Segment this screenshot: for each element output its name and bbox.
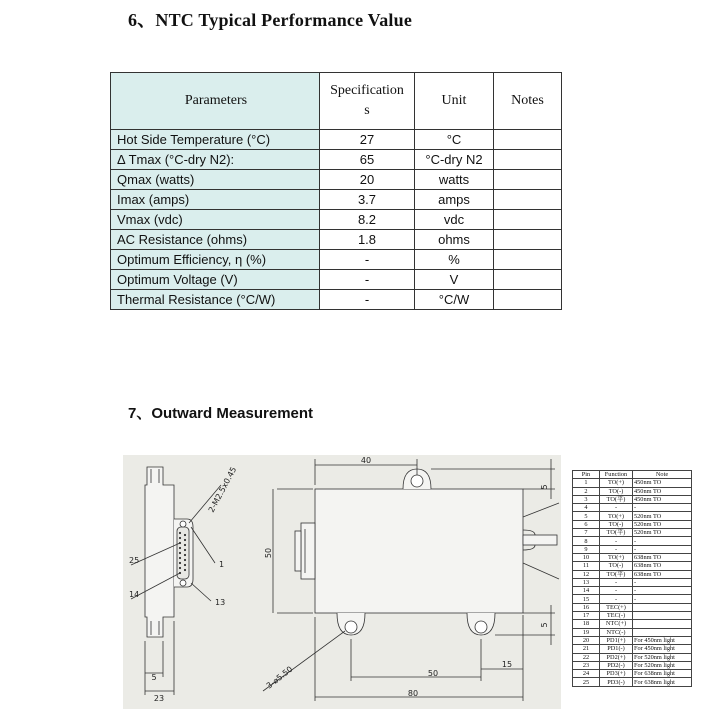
pin-row bbox=[573, 495, 692, 503]
pin-row bbox=[573, 628, 692, 636]
pin-function: PD1(-) bbox=[600, 645, 633, 653]
pin-note: 638nm TO bbox=[633, 553, 692, 561]
pin-row bbox=[573, 612, 692, 620]
pin-function: TEC(+) bbox=[600, 603, 633, 611]
dim-screw-thread: 2-M2.5x0.45 bbox=[206, 465, 239, 514]
pin-row bbox=[573, 504, 692, 512]
pin-number: 14 bbox=[573, 587, 600, 595]
pin-row bbox=[573, 620, 692, 628]
pin-number: 19 bbox=[573, 628, 600, 636]
pin-note: For 520nm light bbox=[633, 653, 692, 661]
pin-note: For 450nm light bbox=[633, 645, 692, 653]
table-row bbox=[111, 170, 562, 190]
pin-row bbox=[573, 479, 692, 487]
notes-cell bbox=[494, 230, 562, 250]
value-cell: - bbox=[320, 250, 415, 270]
param-cell: Thermal Resistance (°C/W) bbox=[111, 290, 320, 310]
pin-note bbox=[633, 603, 692, 611]
pin-note: For 638nm light bbox=[633, 678, 692, 686]
pin-label-1: 1 bbox=[219, 560, 225, 569]
dim-50-holes: 50 bbox=[427, 669, 439, 678]
pin-function: - bbox=[600, 504, 633, 512]
pin-note bbox=[633, 620, 692, 628]
dim-40: 40 bbox=[360, 456, 372, 465]
dim-15: 15 bbox=[501, 660, 513, 669]
pin-number: 1 bbox=[573, 479, 600, 487]
pin-function: TO(平) bbox=[600, 495, 633, 503]
pin-row bbox=[573, 570, 692, 578]
value-cell: 8.2 bbox=[320, 210, 415, 230]
pin-note: 520nm TO bbox=[633, 512, 692, 520]
pin-number: 20 bbox=[573, 636, 600, 644]
function-header: Function bbox=[600, 471, 633, 479]
notes-cell bbox=[494, 170, 562, 190]
param-cell: Vmax (vdc) bbox=[111, 210, 320, 230]
notes-cell bbox=[494, 210, 562, 230]
pin-function: PD3(-) bbox=[600, 678, 633, 686]
param-cell: Qmax (watts) bbox=[111, 170, 320, 190]
pin-note: For 638nm light bbox=[633, 670, 692, 678]
pin-number: 24 bbox=[573, 670, 600, 678]
pin-number: 25 bbox=[573, 678, 600, 686]
pin-number: 16 bbox=[573, 603, 600, 611]
pin-row bbox=[573, 595, 692, 603]
pin-row bbox=[573, 587, 692, 595]
pin-function: PD2(-) bbox=[600, 661, 633, 669]
pin-function: TO(+) bbox=[600, 479, 633, 487]
pin-row bbox=[573, 537, 692, 545]
notes-cell bbox=[494, 290, 562, 310]
performance-table bbox=[110, 72, 562, 310]
dim-50-height: 50 bbox=[264, 547, 273, 559]
outward-measurement-drawing bbox=[123, 455, 561, 709]
pin-row bbox=[573, 670, 692, 678]
notes-cell bbox=[494, 250, 562, 270]
param-cell: Imax (amps) bbox=[111, 190, 320, 210]
pin-note bbox=[633, 612, 692, 620]
pin-row bbox=[573, 645, 692, 653]
pin-row bbox=[573, 512, 692, 520]
value-cell: 1.8 bbox=[320, 230, 415, 250]
unit-cell: °C bbox=[415, 130, 494, 150]
pin-number: 23 bbox=[573, 661, 600, 669]
pin-function: TO(+) bbox=[600, 553, 633, 561]
pin-function: TO(-) bbox=[600, 487, 633, 495]
pin-note: - bbox=[633, 537, 692, 545]
pin-function: TO(平) bbox=[600, 529, 633, 537]
pin-row bbox=[573, 553, 692, 561]
dim-23: 23 bbox=[153, 694, 165, 703]
pin-note: - bbox=[633, 545, 692, 553]
pin-label-14: 14 bbox=[129, 590, 140, 599]
header-parameters: Parameters bbox=[111, 73, 320, 130]
dim-5-top: 5 bbox=[540, 484, 549, 490]
pin-function: - bbox=[600, 595, 633, 603]
pin-number: 7 bbox=[573, 529, 600, 537]
pin-number: 18 bbox=[573, 620, 600, 628]
pin-number: 21 bbox=[573, 645, 600, 653]
pin-number: 2 bbox=[573, 487, 600, 495]
pin-function: PD3(+) bbox=[600, 670, 633, 678]
header-specifications: Specification s bbox=[320, 73, 415, 130]
pin-function: - bbox=[600, 587, 633, 595]
pin-number: 3 bbox=[573, 495, 600, 503]
table-row bbox=[111, 190, 562, 210]
header-unit: Unit bbox=[415, 73, 494, 130]
table-row bbox=[111, 270, 562, 290]
dim-5-side: 5 bbox=[151, 673, 157, 682]
value-cell: 3.7 bbox=[320, 190, 415, 210]
pin-row bbox=[573, 545, 692, 553]
pin-function: TO(-) bbox=[600, 520, 633, 528]
pin-number: 4 bbox=[573, 504, 600, 512]
pin-number: 8 bbox=[573, 537, 600, 545]
note-header: Note bbox=[633, 471, 692, 479]
table-row bbox=[111, 230, 562, 250]
pin-number: 22 bbox=[573, 653, 600, 661]
pin-function: NTC(-) bbox=[600, 628, 633, 636]
unit-cell: amps bbox=[415, 190, 494, 210]
pin-number: 5 bbox=[573, 512, 600, 520]
pin-number: 10 bbox=[573, 553, 600, 561]
value-cell: 27 bbox=[320, 130, 415, 150]
pin-note: - bbox=[633, 587, 692, 595]
value-cell: 20 bbox=[320, 170, 415, 190]
pin-row bbox=[573, 678, 692, 686]
pin-note bbox=[633, 628, 692, 636]
unit-cell: °C/W bbox=[415, 290, 494, 310]
notes-cell bbox=[494, 270, 562, 290]
dim-5-bottom: 5 bbox=[540, 622, 549, 628]
param-cell: Optimum Efficiency, η (%) bbox=[111, 250, 320, 270]
section-title-outward: 7、Outward Measurement bbox=[128, 405, 314, 422]
param-cell: AC Resistance (ohms) bbox=[111, 230, 320, 250]
pin-row bbox=[573, 520, 692, 528]
pin-function: NTC(+) bbox=[600, 620, 633, 628]
table-row bbox=[111, 210, 562, 230]
section-title-ntc: 6、NTC Typical Performance Value bbox=[128, 10, 413, 30]
pin-note: 520nm TO bbox=[633, 529, 692, 537]
notes-cell bbox=[494, 190, 562, 210]
pin-row bbox=[573, 603, 692, 611]
pin-number: 11 bbox=[573, 562, 600, 570]
table-row bbox=[111, 130, 562, 150]
value-cell: 65 bbox=[320, 150, 415, 170]
pin-label-13: 13 bbox=[215, 598, 226, 607]
pin-row bbox=[573, 562, 692, 570]
pin-note: 520nm TO bbox=[633, 520, 692, 528]
pin-function: - bbox=[600, 545, 633, 553]
unit-cell: ohms bbox=[415, 230, 494, 250]
pin-note: 450nm TO bbox=[633, 487, 692, 495]
pin-function: PD2(+) bbox=[600, 653, 633, 661]
pin-function: - bbox=[600, 537, 633, 545]
pin-label-25: 25 bbox=[129, 556, 140, 565]
header-notes: Notes bbox=[494, 73, 562, 130]
notes-cell bbox=[494, 150, 562, 170]
param-cell: Optimum Voltage (V) bbox=[111, 270, 320, 290]
pin-note: 450nm TO bbox=[633, 479, 692, 487]
pin-number: 17 bbox=[573, 612, 600, 620]
unit-cell: vdc bbox=[415, 210, 494, 230]
unit-cell: watts bbox=[415, 170, 494, 190]
table-row bbox=[111, 250, 562, 270]
unit-cell: °C-dry N2 bbox=[415, 150, 494, 170]
pin-note: For 520nm light bbox=[633, 661, 692, 669]
pin-function: PD1(+) bbox=[600, 636, 633, 644]
pin-number: 6 bbox=[573, 520, 600, 528]
pin-table bbox=[572, 470, 692, 687]
pin-row bbox=[573, 578, 692, 586]
pin-function: TO(-) bbox=[600, 562, 633, 570]
pin-table-header bbox=[573, 471, 692, 479]
table-row bbox=[111, 150, 562, 170]
pin-number: 12 bbox=[573, 570, 600, 578]
value-cell: - bbox=[320, 270, 415, 290]
pin-row bbox=[573, 529, 692, 537]
notes-cell bbox=[494, 130, 562, 150]
pin-number: 15 bbox=[573, 595, 600, 603]
pin-row bbox=[573, 636, 692, 644]
table-header-row bbox=[111, 73, 562, 130]
value-cell: - bbox=[320, 290, 415, 310]
unit-cell: V bbox=[415, 270, 494, 290]
pin-note: - bbox=[633, 595, 692, 603]
pin-function: - bbox=[600, 578, 633, 586]
table-row bbox=[111, 290, 562, 310]
pin-note: For 450nm light bbox=[633, 636, 692, 644]
pin-row bbox=[573, 661, 692, 669]
pin-row bbox=[573, 653, 692, 661]
pin-note: - bbox=[633, 578, 692, 586]
pin-row bbox=[573, 487, 692, 495]
pin-note: 638nm TO bbox=[633, 562, 692, 570]
pin-note: 450nm TO bbox=[633, 495, 692, 503]
pin-number: 13 bbox=[573, 578, 600, 586]
unit-cell: % bbox=[415, 250, 494, 270]
dim-holes-diameter: 3-⌀5.50 bbox=[264, 664, 295, 691]
pin-number: 9 bbox=[573, 545, 600, 553]
param-cell: Hot Side Temperature (°C) bbox=[111, 130, 320, 150]
pin-note: 638nm TO bbox=[633, 570, 692, 578]
param-cell: Δ Tmax (°C-dry N2): bbox=[111, 150, 320, 170]
pin-note: - bbox=[633, 504, 692, 512]
pin-function: TO(平) bbox=[600, 570, 633, 578]
pin-function: TEC(-) bbox=[600, 612, 633, 620]
dim-80: 80 bbox=[407, 689, 419, 698]
pin-header: Pin bbox=[573, 471, 600, 479]
pin-function: TO(+) bbox=[600, 512, 633, 520]
